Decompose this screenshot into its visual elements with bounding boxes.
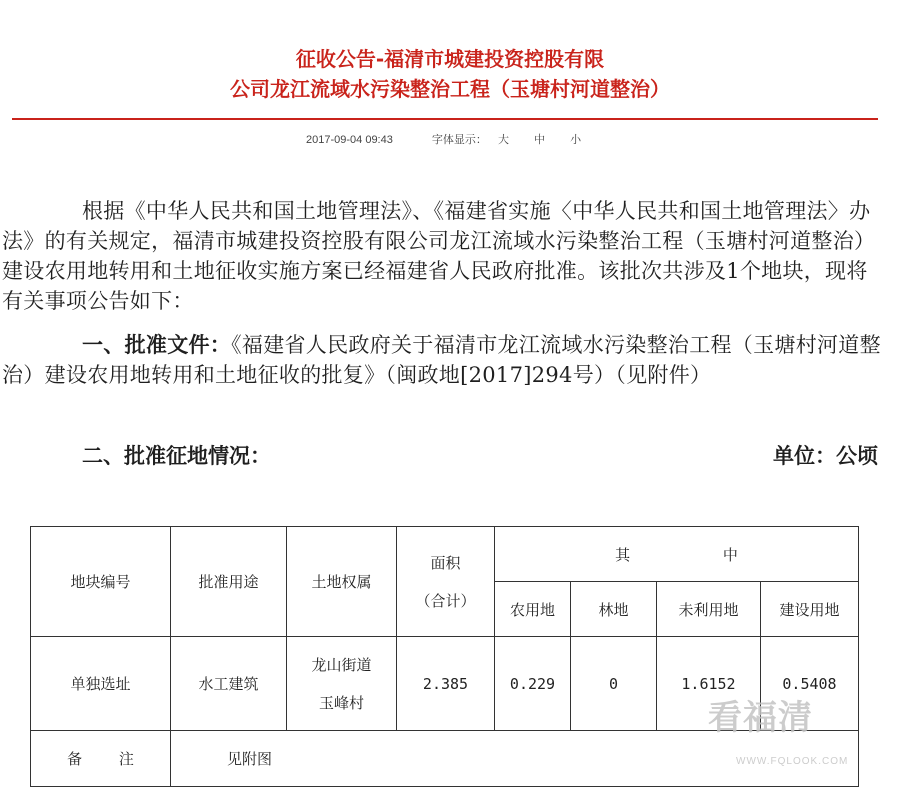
cell-approved-use: 水工建筑 [171,637,287,731]
header-approved-use: 批准用途 [171,527,287,637]
publish-date: 2017-09-04 09:43 [306,134,393,146]
cell-forest: 0 [571,637,657,731]
font-size-large-link[interactable]: 大 [497,134,509,146]
article-title-line-1: 征收公告-福清市城建投资控股有限 [295,47,605,71]
header-construction: 建设用地 [761,582,859,637]
title-divider [12,118,878,120]
cell-farmland: 0.229 [495,637,571,731]
article-body [2,196,886,390]
table-header-row [31,527,859,582]
table-remark-row [31,731,859,787]
section-1-heading: 一、批准文件： [82,332,232,357]
section-2 [82,441,878,471]
cell-ownership [287,637,397,731]
header-area-line-1: 面积 [430,553,461,572]
article-meta [306,131,603,147]
font-size-medium-link[interactable]: 中 [534,134,546,146]
cell-unused: 1.6152 [657,637,761,731]
font-size-small-link[interactable]: 小 [570,134,582,146]
remark-value: 见附图 [171,731,859,787]
section-1-text: 《福建省人民政府关于福清市龙江流域水污染整治工程（玉塘村河道整治）建设农用地转用和土地征收的批复》（闽政地[2017]294号）（见附件） [2,333,881,387]
remark-label-2: 注 [118,750,134,768]
cell-area-total: 2.385 [397,637,495,731]
header-farmland: 农用地 [495,582,571,637]
header-qizhong-1: 其 [615,545,631,564]
header-forest: 林地 [571,582,657,637]
section-2-heading: 二、批准征地情况： [82,443,271,468]
header-area [397,527,495,637]
cell-ownership-line-1: 龙山街道 [311,655,372,674]
table-row [31,637,859,731]
header-qizhong-2: 中 [722,545,738,564]
article-title [0,44,900,104]
remark-label [31,731,171,787]
watermark-text: 看福清 [708,698,813,738]
cell-construction: 0.5408 [761,637,859,731]
cell-ownership-line-2: 玉峰村 [318,693,364,712]
header-area-line-2: （合计） [415,591,476,610]
unit-label: 单位：公顷 [773,443,878,468]
section-1-paragraph [2,330,886,390]
header-qizhong [495,527,859,582]
font-size-label: 字体显示： [431,134,487,146]
cell-parcel-id: 单独选址 [31,637,171,731]
watermark-url: WWW.FQLOOK.COM [736,756,849,767]
header-ownership: 土地权属 [287,527,397,637]
header-parcel-id: 地块编号 [31,527,171,637]
remark-label-1: 备 [67,750,83,768]
intro-paragraph: 根据《中华人民共和国土地管理法》、《福建省实施〈中华人民共和国土地管理法〉办法》的有关规定，福清市城建投资控股有限公司龙江流域水污染整治工程（玉塘村河道整治）建设农用地转用和土地征收实施方案已经福建省人民政府批准。该批次共涉及1个地块，现将有关事项公告如下： [2,199,876,313]
article-title-line-2: 公司龙江流域水污染整治工程（玉塘村河道整治） [230,77,670,101]
land-table [30,526,859,787]
header-unused: 未利用地 [657,582,761,637]
